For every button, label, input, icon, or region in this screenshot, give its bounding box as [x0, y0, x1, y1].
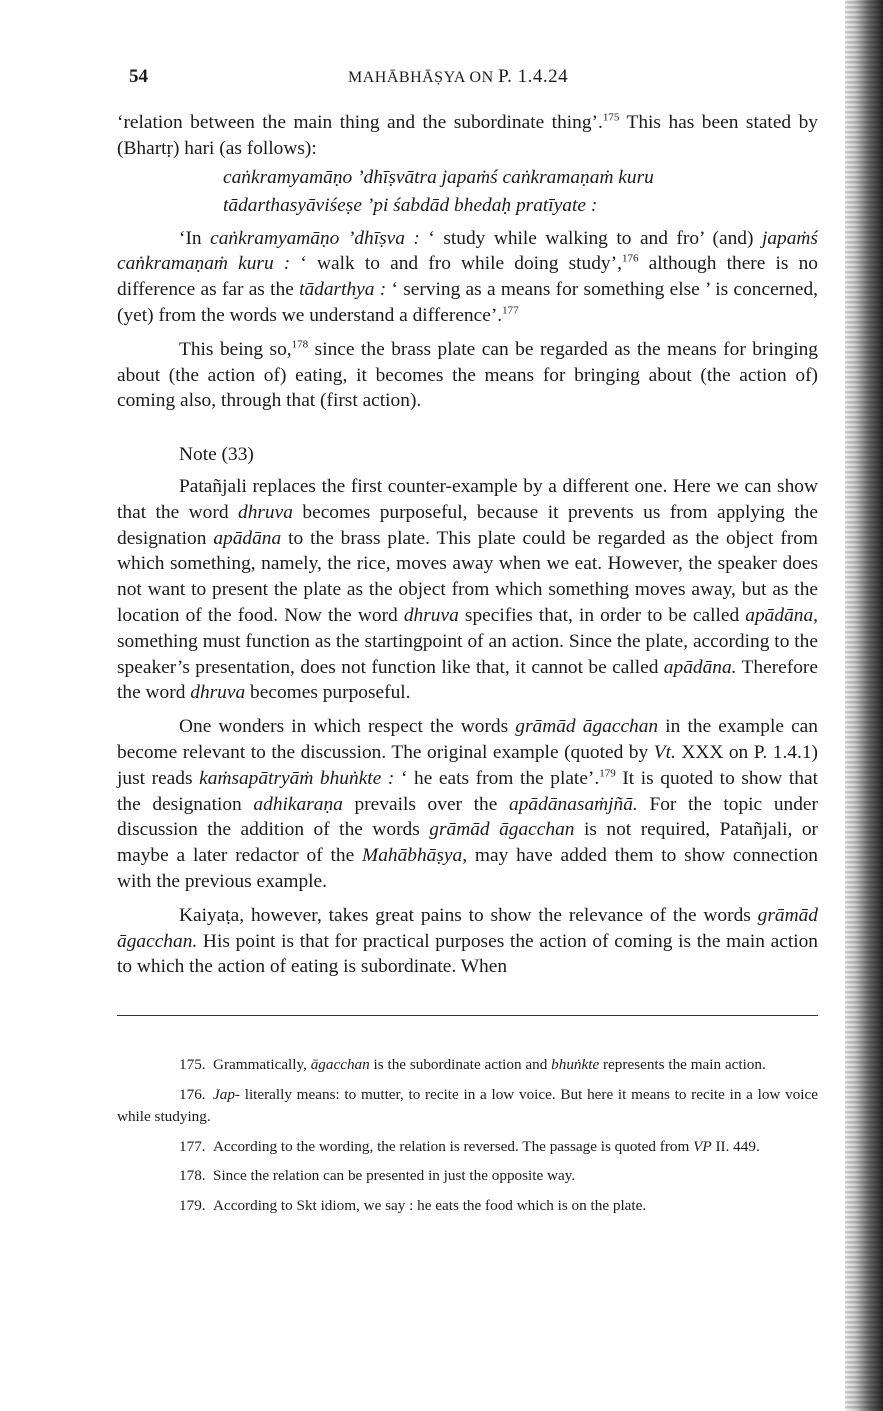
- footnote-ref: 179: [599, 767, 616, 780]
- paragraph-2: ‘In caṅkramyamāṇo ’dhīṣva : ‘ study while walking to and fro’ (and) japaṁś caṅkramaṇaṁ kuru : ‘ walk to and fro while doing study’,$^{176}$ although there is no difference as far as the tādarthya : ‘ serving as a means for something else ’ is concerned, (yet) from the words we understand a difference’.$^{177}$: [117, 227, 818, 326]
- footnote-175: 175. Grammatically, āgacchan is the subordinate action and bhuṅkte represents the main action.: [179, 1056, 766, 1073]
- main-text: [117, 110, 818, 980]
- running-head-title: MAHĀBHĀṢYA ON: [348, 69, 494, 86]
- note-heading: Note (33): [179, 444, 254, 466]
- scanned-page-edge: [845, 0, 883, 1411]
- footnote-179: 179. According to Skt idiom, we say : he eats the food which is on the plate.: [179, 1196, 647, 1214]
- footnote-ref: 176: [621, 252, 639, 265]
- page-number: 54: [129, 66, 148, 87]
- verse-line-1: caṅkramyamāṇo ’dhīṣvātra japaṁś caṅkramaṇaṁ kuru: [223, 166, 654, 188]
- paragraph-5: One wonders in which respect the words grāmād āgacchan in the example can become relevant to the discussion. The original example (quoted by Vt. XXX on P. 1.4.1) just reads kaṁsapātryāṁ bhuṅkte : ‘ he eats from the plate’.$^{179}$ It is quoted to show that the designation adhikaraṇa prevails over the apādānasaṁjñā. For the topic under discussion the addition of the words grāmād āgacchan is not required, Patañjali, or maybe a later redactor of the Mahābhāṣya, may have added them to show connection with the previous example.: [117, 716, 818, 892]
- verse-line-2: tādarthasyāviśeṣe ’pi śabdād bhedaḥ pratīyate :: [223, 194, 598, 216]
- running-head: [348, 66, 568, 88]
- footnote-176: 176. Jap- literally means: to mutter, to recite in a low voice. But here it means to recite in a low voice while studying.: [117, 1085, 818, 1125]
- footnote-divider: [117, 1015, 818, 1016]
- footnote-ref: 177: [502, 304, 519, 317]
- paragraph-1: ‘relation between the main thing and the subordinate thing’.$^{175}$ This has been stated by (Bhartṛ) hari (as follows):: [117, 111, 819, 159]
- running-head-ref: P. 1.4.24: [498, 66, 569, 87]
- paragraph-4: Patañjali replaces the first counter-example by a different one. Here we can show that the word dhruva becomes purposeful, because it prevents us from applying the designation apādāna to the brass plate. This plate could be regarded as the object from which something, namely, the rice, moves away when we eat. However, the speaker does not want to present the plate as the object from which something moves away, but as the location of the food. Now the word dhruva specifies that, in order to be called apādāna, something must function as the startingpoint of an action. Since the plate, according to the speaker’s presentation, does not function like that, it cannot be called apādāna. Therefore the word dhruva becomes purposeful.: [117, 475, 819, 704]
- footnote-ref: 178: [291, 338, 309, 351]
- verse-quotation: [223, 164, 818, 220]
- footnote-ref: 175: [602, 111, 620, 124]
- footnote-178: 178. Since the relation can be presented in just the opposite way.: [179, 1167, 576, 1184]
- footnote-177: 177. According to the wording, the relation is reversed. The passage is quoted from VP II. 449.: [179, 1137, 760, 1155]
- paragraph-6: Kaiyaṭa, however, takes great pains to show the relevance of the words grāmād āgacchan. His point is that for practical purposes the action of coming is the main action to which the action of eating is subordinate. When: [117, 904, 818, 978]
- footnotes: [117, 1054, 818, 1224]
- paragraph-3: This being so,$^{178}$ since the brass plate can be regarded as the means for bringing about (the action of) eating, it becomes the means for bringing about (the action of) coming also, through that (first action).: [117, 338, 818, 412]
